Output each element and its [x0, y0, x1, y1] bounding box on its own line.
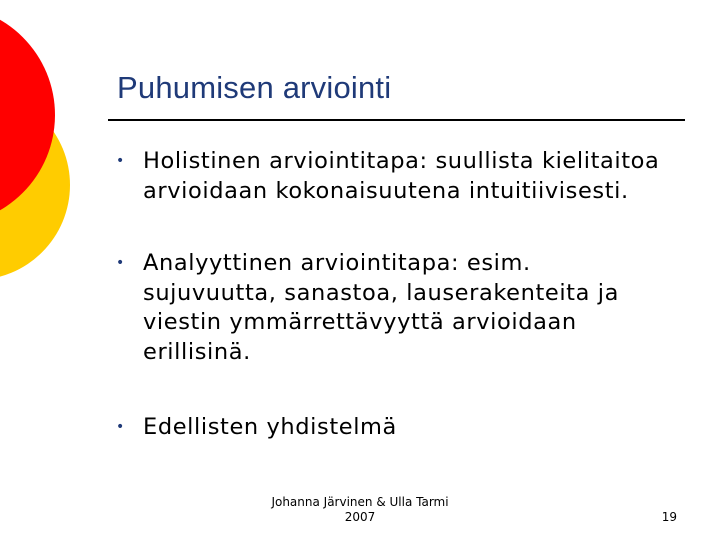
bullet-item	[116, 249, 663, 367]
decorative-circles	[0, 0, 90, 300]
footer-credit	[240, 495, 480, 525]
bullet-dot-icon: •	[116, 419, 125, 435]
bullet-text: Holistinen arviointitapa: suullista kielitaitoa arvioidaan kokonaisuutena intuitiivisesti.	[143, 148, 660, 204]
bullet-text: Edellisten yhdistelmä	[143, 414, 397, 440]
bullet-dot-icon: •	[116, 153, 125, 169]
title-underline	[108, 119, 685, 121]
bullet-text: Analyyttinen arviointitapa: esim. sujuvuutta, sanastoa, lauserakenteita ja viestin ymmärrettävyyttä arvioidaan erillisinä.	[143, 250, 619, 365]
slide-title: Puhumisen arviointi	[117, 70, 392, 105]
footer-year: 2007	[344, 510, 376, 524]
bullet-dot-icon: •	[116, 255, 125, 271]
bullet-item	[116, 147, 663, 206]
page-number: 19	[661, 510, 677, 524]
bullet-item	[116, 413, 663, 443]
footer-author: Johanna Järvinen & Ulla Tarmi	[271, 495, 449, 509]
